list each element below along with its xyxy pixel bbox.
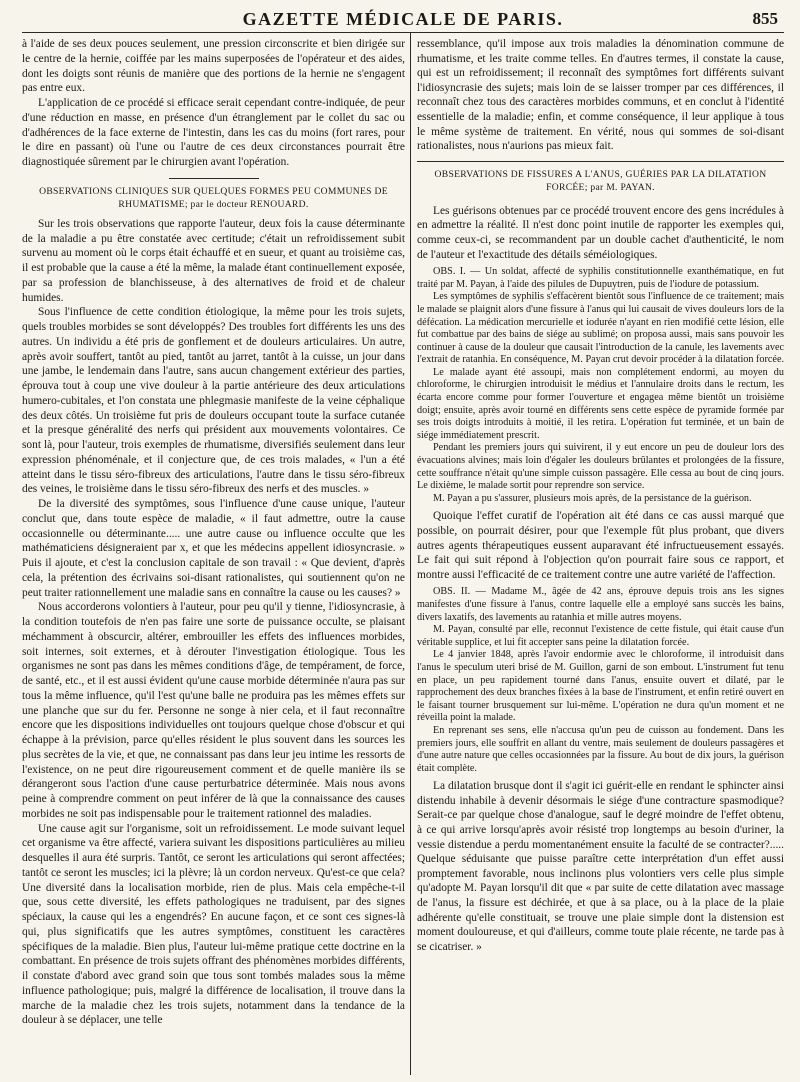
paragraph: Sous l'influence de cette condition étiologique, la même pour les trois sujets, quels troubles morbides se sont développés? Des troubles fort différents les uns des autres. Un individu a été pris de gonflement et de douleurs articulaires. Un autre, après avoir souffert, tantôt au pied, tantôt au jarret, tantôt à la cuisse, un jour dans une jambe, le lendemain dans l'autre, sans aucun changement extérieur des parties, éprouva tout à coup une vive douleur à la partie antérieure des deux articulations humero-cubitales, et l'on constata une phlegmasie manifeste de la veine céphalique des deux côtés. Un troisième fut pris de douleurs occupant toute la surface cutanée et la presque généralité des nerfs qui président aux mouvements volontaires. Ce sont là, pour l'auteur, trois exemples de rhumatisme, diversifiés seulement dans leur expression phénoménale, et il conjecture que, de ces trois malades, « l'un a été atteint dans le tissu séro-fibreux des articulations, l'autre dans le tissu séro-fibreux des veines, le troisième dans le tissu séro-fibreux des nerfs et des muscles. » <box>22 306 405 496</box>
paragraph: De la diversité des symptômes, sous l'influence d'une cause unique, l'auteur conclut que, dans toute espèce de maladie, « il faut admettre, outre la cause occasionnelle ou déterminante..... une autre cause ou influence occulte que les mathématiciens désigneraient par x, et que les médecins appellent idiosyncrasie. » Puis il ajoute, et c'est la conclusion capitale de son travail : « Que devient, d'après cela, la prétention des écrivains soi-disant rationalistes, qui soutiennent qu'on ne peut traiter rationnellement une maladie sans en connaître la cause ou les causes? » <box>22 498 405 599</box>
paragraph: Quoique l'effet curatif de l'opération ait été dans ce cas aussi marqué que possible, on pourrait désirer, pour que l'exemple fût plus probant, que divers autres agents thérapeutiques eussent auparavant été infructueusement essayés. Le fait qui suit répond à l'objection qu'on pourrait faire sous ce rapport, et montre aussi l'efficacité de ce traitement contre une autre variété de l'affection. <box>417 510 784 581</box>
divider <box>417 161 784 162</box>
observation-paragraph: OBS. II. — Madame M., âgée de 42 ans, éprouve depuis trois ans les signes manifestes d'une fissure à l'anus, contre laquelle elle a employé sans succès les bains, divers laxatifs, des lavements au ratanhia et mille autres moyens. <box>417 586 784 623</box>
observation-paragraph: En reprenant ses sens, elle n'accusa qu'un peu de cuisson au fondement. Dans les premiers jours, elle souffrit en allant du ventre, mais seulement de douleurs passagères et d'une autre nature que celles occasionnées par la fissure. Au bout de dix jours, la guérison était complète. <box>417 724 784 774</box>
text-columns <box>22 33 784 1079</box>
column-rule <box>410 33 411 1075</box>
paragraph: Une cause agit sur l'organisme, soit un refroidissement. Le mode suivant lequel cet organisme va être affecté, variera suivant les dispositions particulières au milieu desquelles il aura été surpris. Tantôt, ce seront les articulations qui seront affectées; tantôt ce seront les muscles; ici la plèvre; là un cordon nerveux. Qu'est-ce que cela? Une diversité dans la localisation morbide, rien de plus. Mais cela empêche-t-il que, sous cette diversité, les effets pathologiques ne traduisent, par des signes spéciaux, la cause qui les a engendrés? En aucune façon, et ce sont ces signes-là qui, plus significatifs que les autres symptômes, constituent les caractères spécifiques de la maladie. Bien plus, l'auteur lui-même pratique cette doctrine en la combattant. En présence de trois sujets offrant des phénomènes morbides différents, il constate d'abord avec grand soin que tous sont tombés malades sous la même influence pathologique; puis, malgré la différence de localisation, il trouve dans la marche de la maladie chez les trois sujets, notamment dans la tendance de la douleur à se déplacer, une telle <box>22 822 405 1027</box>
page-number: 855 <box>752 9 778 28</box>
divider <box>169 178 259 179</box>
observation-paragraph: M. Payan, consulté par elle, reconnut l'existence de cette fistule, qui était cause d'un véritable supplice, et lui fit accepter sans peine la dilatation forcée. <box>417 624 784 648</box>
section-title: OBSERVATIONS CLINIQUES SUR QUELQUES FORMES PEU COMMUNES DE RHUMATISME; par le docteur RENOUARD. <box>39 185 388 210</box>
section-title: OBSERVATIONS DE FISSURES A L'ANUS, GUÉRIES PAR LA DILATATION FORCÉE; par M. PAYAN. <box>434 168 767 193</box>
paragraph: à l'aide de ses deux pouces seulement, une pression circonscrite et bien dirigée sur le centre de la hernie, coiffée par les mains superposées de l'opérateur et des aides, dont les doigts sont réunis de manière que des portions de la hernie ne s'engagent pas entre eux. <box>22 38 405 95</box>
paragraph: Sur les trois observations que rapporte l'auteur, deux fois la cause déterminante de la maladie a pu être constatée avec certitude; c'était un refroidissement subit survenu au moment où le corps était échauffé et en sueur, et quant au troisième cas, il est probable que la cause a été la même, la malade étant continuellement exposée, par sa profession de blanchisseuse, à des alternatives de froid et de chaleur humides. <box>22 217 405 304</box>
journal-title: GAZETTE MÉDICALE DE PARIS. <box>242 9 564 29</box>
right-column <box>417 37 784 1079</box>
paragraph: ressemblance, qu'il impose aux trois maladies la dénomination commune de rhumatisme, et les traite comme telles. En d'autres termes, il constate la cause, qui est un refroidissement; il reconnaît des symptômes fort différents suivant l'idiosyncrasie des sujets; mais loin de se laisser tromper par ces différences, il reconnaît chez tous des caractères morbides communs, et en conclut à l'identité essentielle de la maladie; enfin, et comme conséquence, il leur applique à tous le même système de traitement. En vérité, nous qui sommes de soi-disant rationalistes, nous n'aurions pas mieux fait. <box>417 38 784 153</box>
paragraph: Les guérisons obtenues par ce procédé trouvent encore des gens incrédules à en admettre la réalité. Il n'est donc point inutile de rapporter les exemples qui, comme ceux-ci, se recommandent par un double cachet d'authenticité, le nom de l'auteur et l'exactitude des détails séméiologiques. <box>417 204 784 261</box>
observation-paragraph: M. Payan a pu s'assurer, plusieurs mois après, de la persistance de la guérison. <box>433 492 752 504</box>
page-header <box>22 0 784 33</box>
paragraph: L'application de ce procédé si efficace serait cependant contre-indiquée, de peur d'une réduction en masse, en présence d'un étranglement par le collet du sac ou d'adhérences de la face externe de l'intestin, dans les cas du moins (fort rares, pour le dire en passant) où l'une ou l'autre de ces deux circonstances pourrait être diagnostiquée sûrement par le chirurgien avant l'opération. <box>22 97 405 168</box>
observation-paragraph: Le 4 janvier 1848, après l'avoir endormie avec le chloroforme, il introduisit dans l'anus le speculum uteri brisé de M. Guillon, garni de son embout. L'instrument fut tenu en place, un peu rapidement tourné dans l'anus, ensuite ouvert et dilaté, par le rapprochement des deux branches fixées à la base de l'instrument, et enfin retiré ouvert en le faisant tourner brusquement sur lui-même. L'opération ne dura qu'un moment et ne réveilla point la malade. <box>417 649 784 724</box>
observation-paragraph: OBS. I. — Un soldat, affecté de syphilis constitutionnelle exanthématique, en fut traité par M. Payan, à l'aide des pilules de Dupuytren, puis de l'iodure de potassium. <box>417 266 784 290</box>
observation-paragraph: Le malade ayant été assoupi, mais non complétement endormi, au moyen du chloroforme, le chirurgien introduisit le médius et l'annulaire droits dans le rectum, les écarta encore comme pour former l'ouverture et engagea même bientôt un troisième doigt; ensuite, après avoir tourné en différents sens cette espèce de pyramide formée par ses trois doigts introduits à moitié, il les retira. L'opération fut terminée, et un bain de siége immédiatement prescrit. <box>417 366 784 441</box>
observation-paragraph: Les symptômes de syphilis s'effacèrent bientôt sous l'influence de ce traitement; mais le malade se plaignit alors d'une fissure à l'anus qui lui causait de vives douleurs lors de la défécation. La médication mercurielle et iodurée n'ayant en rien modifié cette lésion, elle fut combattue par des bains de siége au sublimé; on proposa aussi, mais sans pouvoir les continuer à cause de la douleur que causait l'introduction de la canule, les lavements avec l'extrait de ratanhia. En conséquence, M. Payan crut devoir procéder à la dilatation forcée. <box>417 291 784 366</box>
paragraph: Nous accorderons volontiers à l'auteur, pour peu qu'il y tienne, l'idiosyncrasie, à la condition toutefois de n'en pas faire une sorte de puissance occulte, se plaisant méchamment à obscurcir, altérer, embrouiller les effets des influences morbides, soit internes, soit externes, et à dérouter l'investigation étiologique. Tous les organismes ne sont pas dans les mêmes conditions d'âge, de tempérament, de force, de santé, etc., et il est aussi évident qu'une cause morbide déterminée n'aura pas sur tous la même influence, qu'il l'est qu'une balle ne produira pas les mêmes effets sur une planche que sur du fer. Personne ne songe à nier cela, et il faut reconnaître encore que les dispositions individuelles ont toujours quelque chose d'obscur et qui échappe à la prévision, parce qu'elles résident le plus souvent dans les sources les plus secrètes de la vie, et que, ne connaissant pas dans leur jeu intime les ressorts de l'existence, on ne peut dire rigoureusement comment et de quelle manière ils se dérangeront sous l'action d'une cause perturbatrice déterminée. Mais nous avons peine à comprendre comment on peut inférer de là que la connaissance des causes morbides ne soit pas indispensable pour le traitement rationnel des maladies. <box>22 601 405 820</box>
left-column <box>22 37 405 1079</box>
observation-paragraph: Pendant les premiers jours qui suivirent, il y eut encore un peu de douleur lors des évacuations alvines; mais loin d'égaler les douleurs brûlantes et prolongées de la fissure, cette souffrance n'était qu'une simple cuisson passagère. Elle cessa au bout de cinq jours. Le dixième, le malade sortit pour reprendre son service. <box>417 442 784 492</box>
paragraph: La dilatation brusque dont il s'agit ici guérit-elle en rendant le sphincter ainsi distendu inhabile à devenir désormais le siége d'une contracture spasmodique? Serait-ce par quelque chose d'analogue, sauf le degré moindre de l'effet obtenu, à ce qui arrive lorsqu'après avoir résisté trop longtemps au besoin d'uriner, la vessie distendue a perdu momentanément ensuite la faculté de se contracter?..... Quelque séduisante que puisse paraître cette interprétation d'un effet aussi promptement favorable, nous inclinons plus volontiers vers celle plus simple qu'adopte M. Payan lorsqu'il dit que « par suite de cette dilatation avec massage de l'anus, la fissure est déchirée, et que à sa place, ou à la place de la plaie adhérente qu'elle constituait, se trouve une plaie simple dont la distension est moment douloureuse, et qui d'ailleurs, comme toute plaie récente, ne tarde pas à se cicatriser. » <box>417 780 784 953</box>
